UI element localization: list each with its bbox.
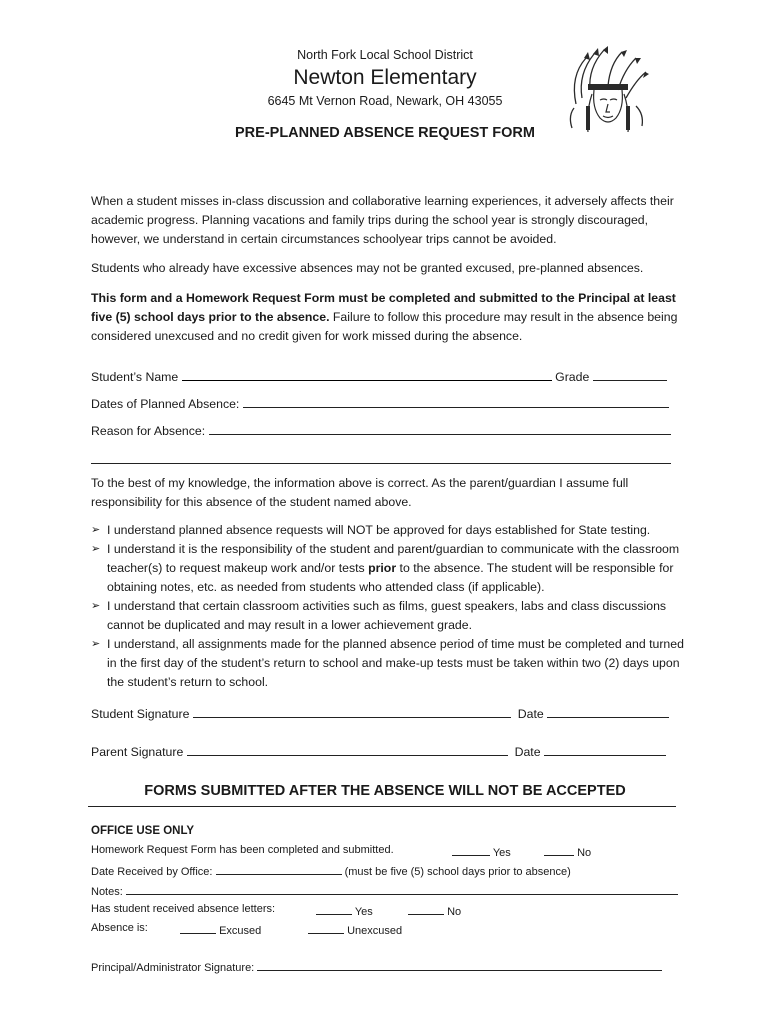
reason-field[interactable] xyxy=(209,423,671,435)
notes-field[interactable] xyxy=(126,883,678,895)
late-submission-warning: FORMS SUBMITTED AFTER THE ABSENCE WILL NOT BE ACCEPTED xyxy=(144,783,626,799)
grade-field[interactable] xyxy=(593,369,667,381)
homework-yes-option xyxy=(452,844,511,859)
student-name-field[interactable] xyxy=(182,369,552,381)
letters-no-label: No xyxy=(447,906,462,918)
reason-extra-row xyxy=(91,452,671,467)
excused-label: Excused xyxy=(219,925,262,937)
submission-requirement-bold: This form and a Homework Request Form must be completed and submitted to the Principal at least five (5) school days prior to the absence. xyxy=(91,291,676,324)
unexcused-label: Unexcused xyxy=(347,925,403,937)
reason-extra-field[interactable] xyxy=(91,452,671,464)
submission-requirement-rest: Failure to follow this procedure may result in the absence being considered unexcused and no credit given for work missed during the absence. xyxy=(91,310,678,343)
letters-yes-label: Yes xyxy=(354,906,373,918)
form-title: PRE-PLANNED ABSENCE REQUEST FORM xyxy=(235,125,535,141)
letters-yes-field[interactable] xyxy=(316,903,352,915)
date-received-label: Date Received by Office: xyxy=(91,866,213,878)
school-name: Newton Elementary xyxy=(293,66,477,89)
district-name: North Fork Local School District xyxy=(297,48,473,62)
list-item xyxy=(91,597,691,635)
parent-date-label: Date xyxy=(514,745,541,759)
excessive-absence-note: Students who already have excessive absences may not be granted excused, pre-planned absences. xyxy=(91,261,644,275)
unexcused-option xyxy=(308,922,402,937)
dates-row xyxy=(91,396,669,411)
dates-label: Dates of Planned Absence: xyxy=(91,397,240,411)
date-received-row xyxy=(91,863,571,878)
dates-field[interactable] xyxy=(243,396,669,408)
arrow-bullet-icon: ➢ xyxy=(91,543,101,555)
excused-option xyxy=(180,922,261,937)
arrow-bullet-icon: ➢ xyxy=(91,600,101,612)
list-item xyxy=(91,540,691,597)
parent-acknowledgement: To the best of my knowledge, the information above is correct. As the parent/guardian I assume full responsibility for this absence of the student named above. xyxy=(91,476,629,509)
submission-requirement xyxy=(91,289,691,346)
absence-letters-label: Has student received absence letters: xyxy=(91,903,276,915)
homework-no-field[interactable] xyxy=(544,844,574,856)
bullet-text: I understand it is the responsibility of the student and parent/guardian to communicate with the classroom teacher(s) to request makeup work and/or tests xyxy=(107,542,680,575)
principal-signature-label: Principal/Administrator Signature: xyxy=(91,962,255,974)
letters-no-option xyxy=(408,903,461,918)
student-name-label: Student’s Name xyxy=(91,370,179,384)
reason-row xyxy=(91,423,671,438)
parent-signature-field[interactable] xyxy=(187,744,508,756)
bullet-text: I understand, all assignments made for the planned absence period of time must be completed and turned in the first day of the student’s return to school and make-up tests must be taken within two (2) days upon the student’s return to school. xyxy=(107,637,684,689)
student-signature-label: Student Signature xyxy=(91,707,190,721)
grade-label: Grade xyxy=(555,370,590,384)
arrow-bullet-icon: ➢ xyxy=(91,524,101,536)
principal-signature-row xyxy=(91,959,662,974)
absence-letters-row xyxy=(91,903,275,915)
section-divider xyxy=(88,806,676,807)
letters-no-field[interactable] xyxy=(408,903,444,915)
student-signature-row xyxy=(91,706,669,721)
absence-status-row xyxy=(91,922,148,934)
letters-yes-option xyxy=(316,903,373,918)
bullet-text: I understand that certain classroom activities such as films, guest speakers, labs and class discussions cannot be duplicated and may result in a lower achievement grade. xyxy=(107,599,667,632)
homework-form-row xyxy=(91,844,394,856)
student-date-field[interactable] xyxy=(547,706,669,718)
homework-no-label: No xyxy=(577,847,592,859)
office-use-heading: OFFICE USE ONLY xyxy=(91,825,195,837)
bullet-text-bold: prior xyxy=(368,561,397,575)
list-item xyxy=(91,521,691,540)
parent-signature-row xyxy=(91,744,666,759)
school-address: 6645 Mt Vernon Road, Newark, OH 43055 xyxy=(267,94,503,108)
principal-signature-field[interactable] xyxy=(257,959,662,971)
reason-label: Reason for Absence: xyxy=(91,424,206,438)
notes-row xyxy=(91,883,678,898)
date-received-note: (must be five (5) school days prior to absence) xyxy=(344,866,571,878)
bullet-text: I understand planned absence requests will NOT be approved for days established for State testing. xyxy=(107,523,651,537)
student-date-label: Date xyxy=(517,707,544,721)
list-item xyxy=(91,635,691,692)
understanding-list xyxy=(91,521,691,692)
notes-label: Notes: xyxy=(91,886,123,898)
parent-signature-label: Parent Signature xyxy=(91,745,184,759)
intro-paragraph: When a student misses in-class discussion and collaborative learning experiences, it adversely affects their academic progress. Planning vacations and family trips during the school year is strongly discouraged, however, we understand in certain circumstances schoolyear trips cannot be avoided. xyxy=(91,194,674,246)
homework-yes-field[interactable] xyxy=(452,844,490,856)
excused-field[interactable] xyxy=(180,922,216,934)
homework-no-option xyxy=(544,844,591,859)
student-name-row xyxy=(91,369,667,384)
chief-headdress-mascot-icon xyxy=(566,46,650,136)
homework-form-label: Homework Request Form has been completed and submitted. xyxy=(91,844,394,856)
date-received-field[interactable] xyxy=(216,863,342,875)
student-signature-field[interactable] xyxy=(193,706,511,718)
parent-date-field[interactable] xyxy=(544,744,666,756)
homework-yes-label: Yes xyxy=(492,847,511,859)
unexcused-field[interactable] xyxy=(308,922,344,934)
absence-status-label: Absence is: xyxy=(91,922,148,934)
arrow-bullet-icon: ➢ xyxy=(91,638,101,650)
bullet-text: to the absence. The student will be responsible for obtaining notes, etc. as needed from students who attended class (if applicable). xyxy=(107,561,674,594)
